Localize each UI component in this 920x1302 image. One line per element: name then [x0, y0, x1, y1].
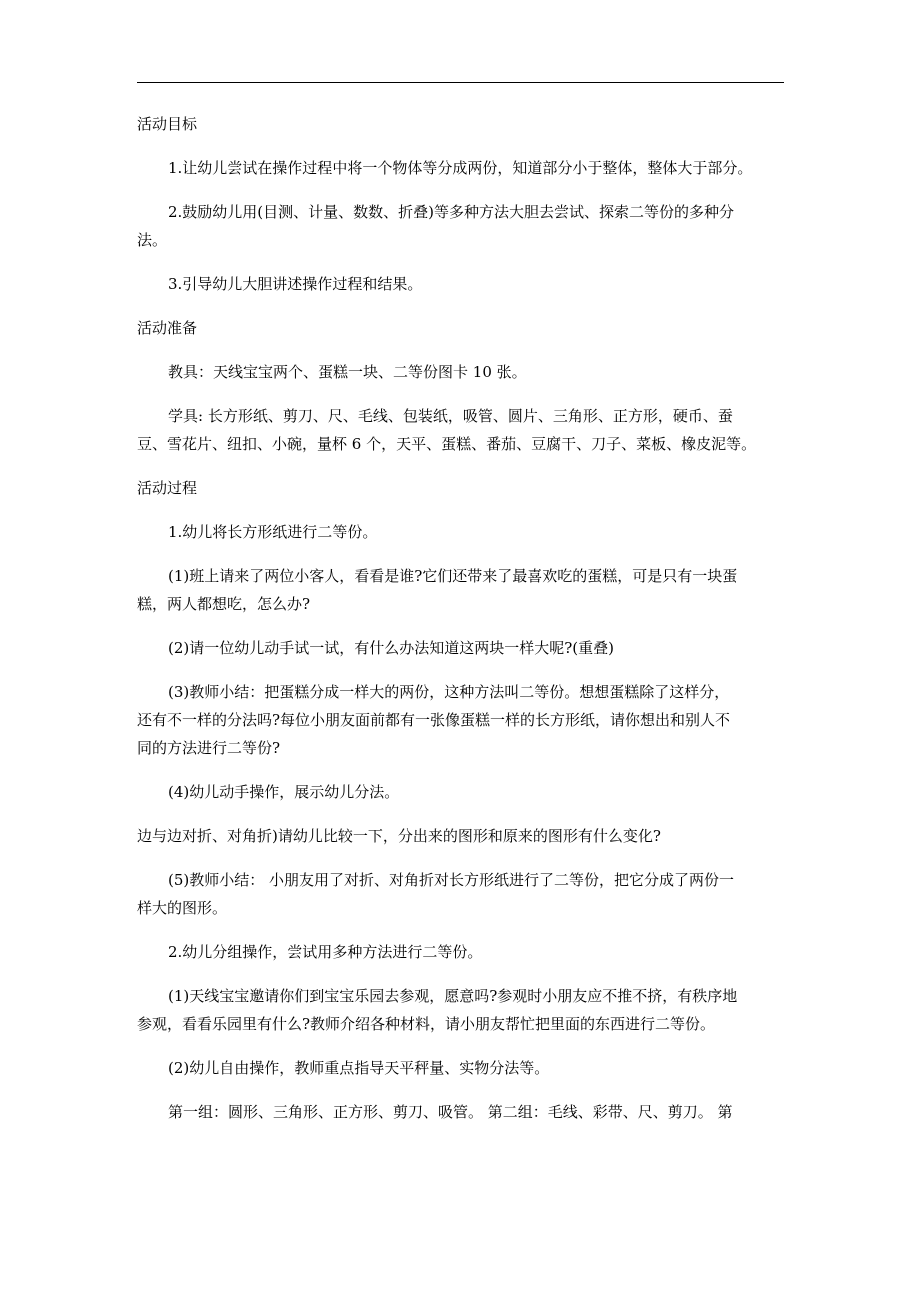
step-1-4: (4)幼儿动手操作，展示幼儿分法。 — [168, 783, 400, 801]
step-1-3 — [137, 678, 787, 762]
step-1: 1.幼儿将长方形纸进行二等份。 — [168, 523, 378, 541]
prep-learning-aids-line-2: 豆、雪花片、纽扣、小碗，量杯 6 个，天平、蛋糕、番茄、豆腐干、刀子、菜板、橡皮泥等。 — [137, 435, 757, 453]
groups-list: 第一组：圆形、三角形、正方形、剪刀、吸管。 第二组：毛线、彩带、尺、剪刀。 第 — [168, 1103, 733, 1121]
prep-teaching-aids: 教具：天线宝宝两个、蛋糕一块、二等份图卡 10 张。 — [168, 363, 527, 381]
step-2-1-line-1: (1)天线宝宝邀请你们到宝宝乐园去参观，愿意吗?参观时小朋友应不推不挤，有秩序地 — [168, 987, 738, 1005]
section-title-process: 活动过程 — [137, 479, 198, 497]
goal-2-line-2: 法。 — [137, 231, 168, 249]
section-title-preparation: 活动准备 — [137, 319, 198, 337]
step-2-1 — [137, 982, 787, 1038]
step-2: 2.幼儿分组操作，尝试用多种方法进行二等份。 — [168, 943, 483, 961]
step-1-1 — [137, 562, 787, 618]
goal-1: 1.让幼儿尝试在操作过程中将一个物体等分成两份，知道部分小于整体，整体大于部分。 — [168, 159, 753, 177]
goal-3: 3.引导幼儿大胆讲述操作过程和结果。 — [168, 275, 423, 293]
goal-2-line-1: 2.鼓励幼儿用(目测、计量、数数、折叠)等多种方法大胆去尝试、探索二等份的多种分 — [168, 203, 735, 221]
prep-learning-aids-line-1: 学具: 长方形纸、剪刀、尺、毛线、包装纸，吸管、圆片、三角形、正方形，硬币、蚕 — [168, 407, 733, 425]
prep-learning-aids — [137, 402, 787, 458]
goal-2 — [137, 198, 787, 254]
step-1-1-line-2: 糕，两人都想吃，怎么办? — [137, 595, 311, 613]
step-1-5-line-2: 样大的图形。 — [137, 899, 228, 917]
header-rule — [137, 82, 784, 83]
step-2-2: (2)幼儿自由操作，教师重点指导天平秤量、实物分法等。 — [168, 1059, 550, 1077]
document-body — [137, 110, 787, 1142]
step-1-4-note: 边与边对折、对角折)请幼儿比较一下，分出来的图形和原来的图形有什么变化? — [137, 827, 661, 845]
step-1-3-line-2: 还有不一样的分法吗?每位小朋友面前都有一张像蛋糕一样的长方形纸，请你想出和别人不 — [137, 711, 731, 729]
step-1-3-line-1: (3)教师小结：把蛋糕分成一样大的两份，这种方法叫二等份。想想蛋糕除了这样分， — [168, 683, 730, 701]
step-1-5-line-1: (5)教师小结： 小朋友用了对折、对角折对长方形纸进行了二等份，把它分成了两份一 — [168, 871, 735, 889]
step-2-1-line-2: 参观，看看乐园里有什么?教师介绍各种材料，请小朋友帮忙把里面的东西进行二等份。 — [137, 1015, 716, 1033]
section-title-goals: 活动目标 — [137, 115, 198, 133]
step-1-3-line-3: 同的方法进行二等份? — [137, 739, 281, 757]
step-1-5 — [137, 866, 787, 922]
step-1-1-line-1: (1)班上请来了两位小客人，看看是谁?它们还带来了最喜欢吃的蛋糕，可是只有一块蛋 — [168, 567, 738, 585]
step-1-2: (2)请一位幼儿动手试一试，有什么办法知道这两块一样大呢?(重叠) — [168, 639, 614, 657]
